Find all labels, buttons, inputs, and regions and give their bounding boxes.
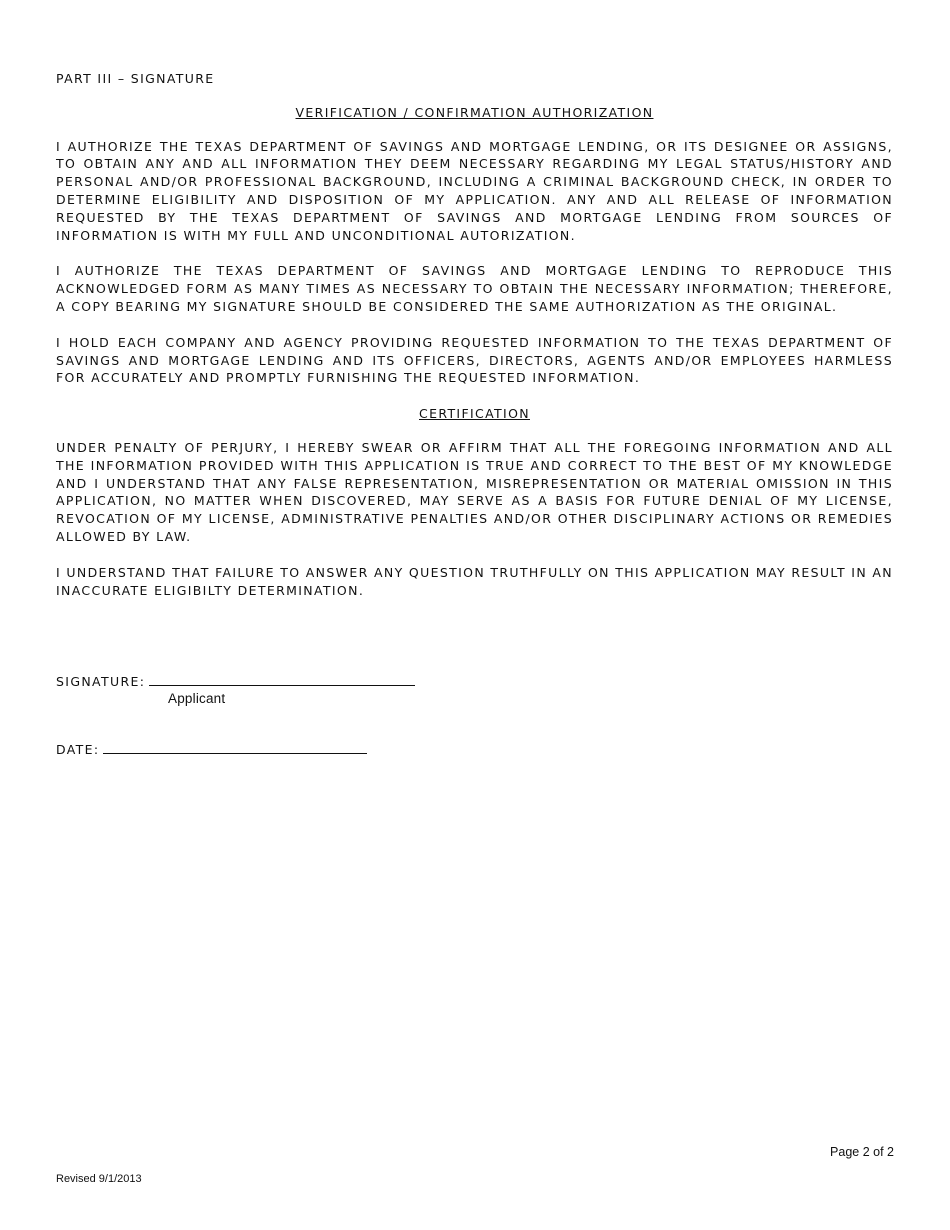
date-row [56,741,367,759]
authorization-paragraph-3: I HOLD EACH COMPANY AND AGENCY PROVIDING REQUESTED INFORMATION TO THE TEXAS DEPARTMENT OF SAVINGS AND MORTGAGE LENDING AND ITS OFFICERS, DIRECTORS, AGENTS AND/OR EMPLOYEES HARMLESS FOR ACCURATELY AND PROMPTLY FURNISHING THE REQUESTED INFORMATION. [56,334,893,386]
certification-paragraph-2: I UNDERSTAND THAT FAILURE TO ANSWER ANY QUESTION TRUTHFULLY ON THIS APPLICATION MAY RESULT IN AN INACCURATE ELIGIBILTY DETERMINATION. [56,564,893,598]
page-number: Page 2 of 2 [830,1145,894,1159]
verification-heading: VERIFICATION / CONFIRMATION AUTHORIZATION [295,104,654,120]
authorization-paragraph-2: I AUTHORIZE THE TEXAS DEPARTMENT OF SAVINGS AND MORTGAGE LENDING TO REPRODUCE THIS ACKNOWLEDGED FORM AS MANY TIMES AS NECESSARY TO OBTAIN THE NECESSARY INFORMATION; THEREFORE, A COPY BEARING MY SIGNATURE SHOULD BE CONSIDERED THE SAME AUTHORIZATION AS THE ORIGINAL. [56,263,893,314]
date-field[interactable] [103,742,367,754]
signature-caption: Applicant [168,691,226,706]
signature-field[interactable] [149,674,415,686]
signature-label: SIGNATURE: [56,674,146,689]
date-label: DATE: [56,742,100,757]
document-body [56,70,893,617]
revised-date: Revised 9/1/2013 [56,1173,142,1185]
part-title: PART III – SIGNATURE [56,71,215,86]
authorization-paragraph-1: I AUTHORIZE THE TEXAS DEPARTMENT OF SAVINGS AND MORTGAGE LENDING, OR ITS DESIGNEE OR ASSIGNS, TO OBTAIN ANY AND ALL INFORMATION THEY DEEM NECESSARY REGARDING MY LEGAL STATUS/HISTORY AND PERSONAL AND/OR PROFESSIONAL BACKGROUND, INCLUDING A CRIMINAL BACKGROUND CHECK, IN ORDER TO DETERMINE ELIGIBILITY AND DISPOSITION OF MY APPLICATION. ANY AND ALL RELEASE OF INFORMATION REQUESTED BY THE TEXAS DEPARTMENT OF SAVINGS AND MORTGAGE LENDING FROM SOURCES OF INFORMATION IS WITH MY FULL AND UNCONDITIONAL AUTORIZATION. [56,138,893,243]
certification-heading: CERTIFICATION [419,406,530,422]
signature-row [56,673,415,691]
certification-paragraph-1: UNDER PENALTY OF PERJURY, I HEREBY SWEAR OR AFFIRM THAT ALL THE FOREGOING INFORMATION AND ALL THE INFORMATION PROVIDED WITH THIS APPLICATION IS TRUE AND CORRECT TO THE BEST OF MY KNOWLEDGE AND I UNDERSTAND THAT ANY FALSE REPRESENTATION, MISREPRESENTATION OR MATERIAL OMISSION IN THIS APPLICATION, NO MATTER WHEN DISCOVERED, MAY SERVE AS A BASIS FOR FUTURE DENIAL OF MY LICENSE, REVOCATION OF MY LICENSE, ADMINISTRATIVE PENALTIES AND/OR OTHER DISCIPLINARY ACTIONS OR REMEDIES ALLOWED BY LAW. [56,439,893,544]
